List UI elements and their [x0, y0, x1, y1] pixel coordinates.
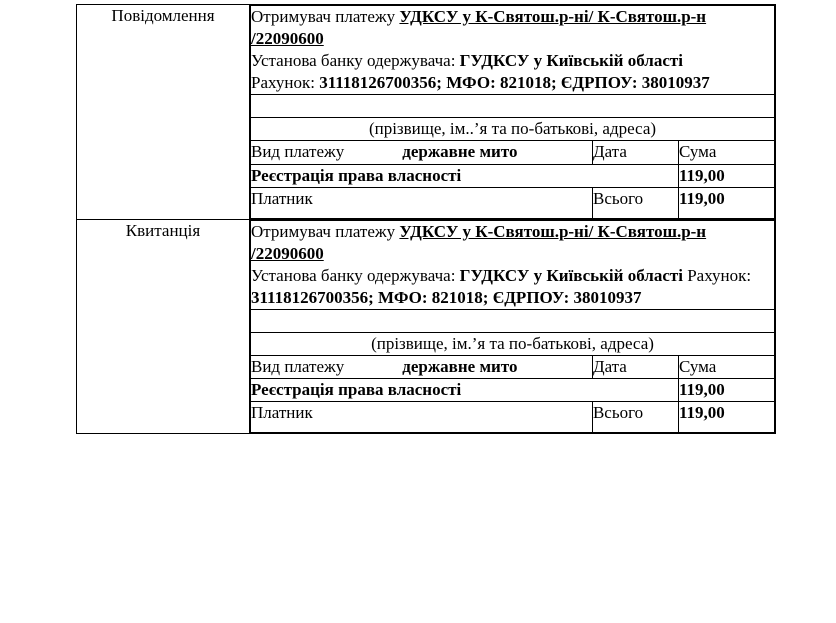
notice-account-values: 31118126700356; МФО: 821018; ЄДРПОУ: 38010937: [319, 73, 710, 93]
notice-payment-type-value: державне мито: [402, 142, 518, 162]
receipt-blank-cell: [251, 310, 775, 333]
notice-recipient-line: [251, 6, 774, 50]
receipt-payer-row: [251, 402, 775, 433]
receipt-bank-prefix: Установа банку одержувача:: [251, 265, 460, 285]
receipt-total-label: Всього: [592, 402, 678, 433]
notice-service-label: Реєстрація права власності: [251, 165, 462, 185]
receipt-column-headers-row: [251, 356, 775, 379]
receipt-account-prefix: Рахунок:: [682, 265, 752, 285]
receipt-payment-type-label: Вид платежу: [251, 357, 345, 377]
receipt-recipient-name: УДКСУ у К-Святош.р-ні/ К-Святош.р-н /22090600: [251, 221, 707, 263]
notice-service-row: [251, 164, 775, 187]
receipt-sum-header: Сума: [678, 356, 774, 379]
receipt-subtitle-row: [251, 333, 775, 356]
receipt-header-row: [251, 220, 775, 309]
notice-payment-type-label: Вид платежу: [251, 142, 345, 162]
receipt-total-sum: 119,00: [678, 402, 774, 433]
notice-payer-label: Платник: [251, 187, 593, 218]
section-body-receipt: [250, 219, 776, 434]
receipt-service-sum: 119,00: [678, 379, 774, 402]
section-body-notice: [250, 5, 776, 220]
receipt-inner-table: [250, 220, 775, 434]
notice-service-name: [251, 164, 679, 187]
receipt-recipient-block: [251, 220, 775, 309]
document-page: [0, 4, 836, 623]
section-receipt-row: [77, 219, 776, 434]
notice-header-row: [251, 6, 775, 95]
notice-account-line: [251, 72, 774, 94]
receipt-subtitle: (прізвище, ім.’я та по-батькові, адреса): [251, 333, 775, 356]
receipt-payer-label: Платник: [251, 402, 593, 433]
receipt-service-label: Реєстрація права власності: [251, 380, 462, 400]
notice-date-header: Дата: [592, 141, 678, 164]
notice-subtitle-row: [251, 118, 775, 141]
receipt-service-row: [251, 379, 775, 402]
notice-blank-row: [251, 95, 775, 118]
section-notice-row: [77, 5, 776, 220]
notice-recipient-name: УДКСУ у К-Святош.р-ні/ К-Святош.р-н /22090600: [251, 7, 707, 49]
receipt-bank-line: [251, 265, 774, 309]
receipt-service-name: [251, 379, 679, 402]
payment-receipt-table: [76, 4, 776, 434]
receipt-account-values: 31118126700356; МФО: 821018; ЄДРПОУ: 38010937: [251, 287, 642, 307]
notice-column-headers-row: [251, 141, 775, 164]
notice-subtitle: (прізвище, ім..’я та по-батькові, адреса): [251, 118, 775, 141]
section-label-notice: Повідомлення: [77, 5, 250, 220]
receipt-recipient-prefix: Отримувач платежу: [251, 221, 400, 241]
notice-inner-table: [250, 5, 775, 219]
notice-recipient-prefix: Отримувач платежу: [251, 7, 400, 26]
receipt-blank-row: [251, 310, 775, 333]
notice-payer-row: [251, 187, 775, 218]
notice-payment-type-header: [251, 141, 593, 164]
notice-recipient-block: [251, 6, 775, 95]
notice-bank-line: [251, 50, 774, 72]
notice-bank-prefix: Установа банку одержувача:: [251, 51, 460, 71]
notice-service-sum: 119,00: [678, 164, 774, 187]
notice-blank-cell: [251, 95, 775, 118]
notice-sum-header: Сума: [678, 141, 774, 164]
receipt-date-header: Дата: [592, 356, 678, 379]
notice-bank-name: ГУДКСУ у Київській області: [459, 51, 683, 71]
notice-account-prefix: Рахунок:: [251, 73, 320, 93]
receipt-recipient-line: [251, 221, 774, 265]
notice-total-sum: 119,00: [678, 187, 774, 218]
receipt-bank-name: ГУДКСУ у Київській області: [459, 265, 683, 285]
receipt-payment-type-value: державне мито: [402, 357, 518, 377]
notice-total-label: Всього: [592, 187, 678, 218]
section-label-receipt: Квитанція: [77, 219, 250, 434]
receipt-payment-type-header: [251, 356, 593, 379]
